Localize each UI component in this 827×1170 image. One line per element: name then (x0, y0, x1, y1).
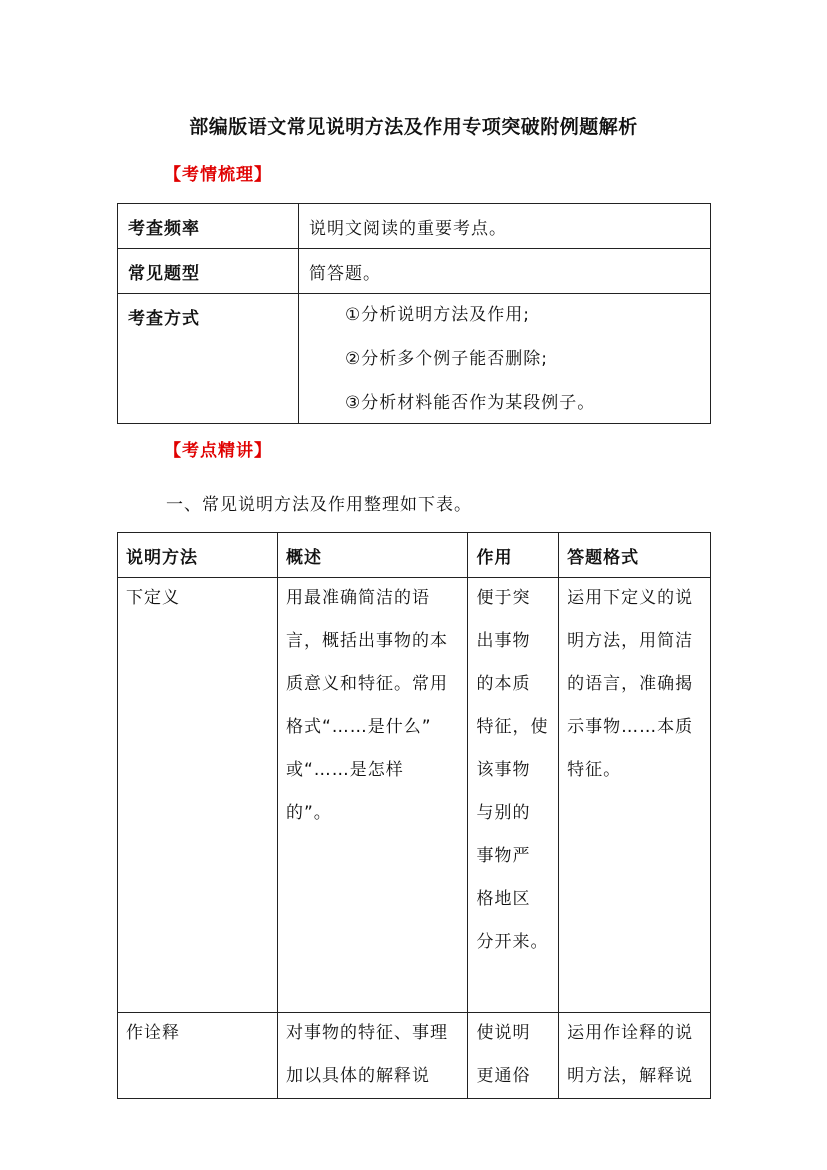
summary-cell (277, 578, 468, 1013)
text-line: 对事物的特征、事理 (285, 1023, 448, 1043)
format-cell (559, 1013, 711, 1099)
column-header: 概述 (277, 533, 468, 578)
text-line: 特征，使 (476, 717, 549, 737)
text-line: 格地区 (476, 889, 531, 909)
method-cell (118, 1013, 278, 1099)
table-header-row (118, 533, 711, 578)
text-line: 的本质 (476, 674, 531, 694)
text-line: 事物严 (476, 846, 531, 866)
text-line: 运用下定义的说 (567, 588, 694, 608)
section-heading-exam-analysis: 【考情梳理】 (164, 165, 272, 185)
text-line: 明方法，用简洁 (567, 631, 694, 651)
effect-text (476, 1012, 554, 1098)
format-cell (559, 578, 711, 1013)
column-header: 说明方法 (118, 533, 278, 578)
text-line: 分开来。 (476, 932, 549, 952)
effect-text (476, 577, 554, 964)
effect-cell (468, 578, 559, 1013)
document-title: 部编版语文常见说明方法及作用专项突破附例题解析 (189, 116, 638, 138)
method-cell (118, 578, 278, 1013)
text-line: 示事物……本质 (567, 717, 694, 737)
text-line: 运用作诠释的说 (567, 1023, 694, 1043)
method-name: 作诠释 (126, 1023, 180, 1043)
row-value: 说明文阅读的重要考点。 (299, 204, 711, 249)
summary-text (286, 577, 464, 835)
row-label: 考查频率 (118, 204, 299, 249)
row-label: 常见题型 (118, 249, 299, 294)
text-line: 用最准确简洁的语 (285, 588, 430, 608)
table-row (118, 1013, 711, 1099)
text-line: 的语言，准确揭 (567, 674, 694, 694)
column-header: 作用 (468, 533, 559, 578)
text-line: 质意义和特征。常用 (285, 674, 448, 694)
table-row (118, 204, 711, 249)
method-name: 下定义 (126, 588, 180, 608)
section-heading-key-points: 【考点精讲】 (164, 441, 272, 461)
list-item: ③分析材料能否作为某段例子。 (345, 393, 596, 413)
format-text (567, 577, 706, 792)
text-line: 与别的 (476, 803, 531, 823)
row-value: 简答题。 (299, 249, 711, 294)
table-row (118, 578, 711, 1013)
table-row (118, 249, 711, 294)
text-line: 使说明 (476, 1023, 531, 1043)
effect-cell (468, 1013, 559, 1099)
list-item: ①分析说明方法及作用; (345, 305, 530, 325)
methods-table (117, 532, 711, 1099)
text-line: 便于突 (476, 588, 531, 608)
summary-text (286, 1012, 464, 1098)
summary-cell (277, 1013, 468, 1099)
text-line: 明方法，解释说 (567, 1066, 694, 1086)
text-line: 格式“……是什么” (285, 717, 432, 737)
row-value-list (299, 294, 711, 424)
intro-paragraph: 一、常见说明方法及作用整理如下表。 (166, 495, 472, 515)
text-line: 或“……是怎样 (285, 760, 404, 780)
format-text (567, 1012, 706, 1098)
text-line: 的”。 (285, 803, 332, 823)
text-line: 加以具体的解释说 (285, 1066, 430, 1086)
table-row (118, 294, 711, 424)
column-header: 答题格式 (559, 533, 711, 578)
list-item: ②分析多个例子能否删除; (345, 349, 548, 369)
text-line: 出事物 (476, 631, 531, 651)
text-line: 更通俗 (476, 1066, 531, 1086)
text-line: 该事物 (476, 760, 531, 780)
exam-info-table (117, 203, 711, 424)
text-line: 言，概括出事物的本 (285, 631, 448, 651)
text-line: 特征。 (567, 760, 622, 780)
row-label: 考查方式 (118, 294, 299, 424)
